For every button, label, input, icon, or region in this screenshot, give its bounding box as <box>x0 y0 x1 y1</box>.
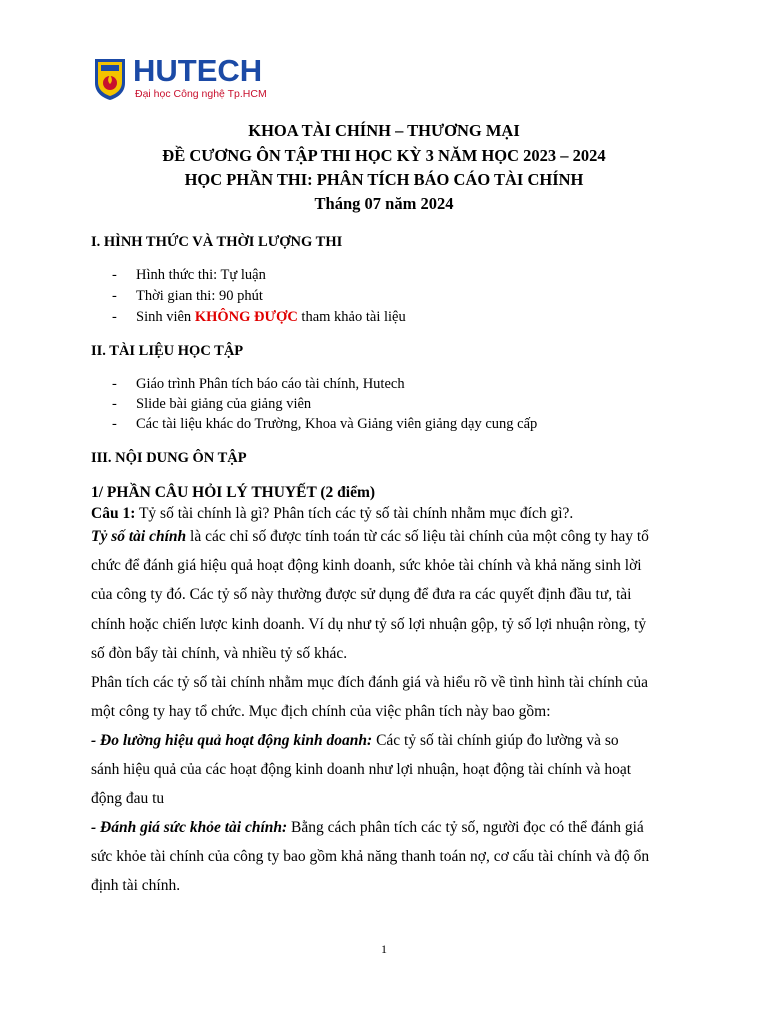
section-heading-materials: II. TÀI LIỆU HỌC TẬP <box>91 343 244 359</box>
paragraph-line: Tỷ số tài chính là các chỉ số được tính toán từ các số liệu tài chính của một công ty hay tổ <box>91 528 649 545</box>
paragraph-line: động đau tu <box>91 790 165 807</box>
paragraph-line: chức để đánh giá hiệu quả hoạt động kinh doanh, sức khỏe tài chính và khả năng sinh lời <box>91 557 642 574</box>
page-number: 1 <box>381 942 387 956</box>
list-item: - Các tài liệu khác do Trường, Khoa và Giảng viên giảng dạy cung cấp <box>112 416 538 432</box>
list-item: - Sinh viên KHÔNG ĐƯỢC tham khảo tài liệu <box>112 309 406 325</box>
paragraph-line: số đòn bẩy tài chính, và nhiều tỷ số khác. <box>91 645 348 662</box>
paragraph-line: của công ty đó. Các tỷ số này thường được sử dụng để đưa ra các quyết định đầu tư, tài <box>91 586 632 603</box>
paragraph-line: - Đánh giá sức khỏe tài chính: Bằng cách phân tích các tỷ số, người đọc có thể đánh giá <box>91 819 644 836</box>
question-1: Câu 1: Tỷ số tài chính là gì? Phân tích các tỷ số tài chính nhằm mục đích gì?. <box>91 505 574 522</box>
section-heading-review-content: III. NỘI DUNG ÔN TẬP <box>91 450 247 466</box>
logo-subtitle: Đại học Công nghệ Tp.HCM <box>135 88 267 100</box>
outline-title: ĐỀ CƯƠNG ÔN TẬP THI HỌC KỲ 3 NĂM HỌC 2023 – 2024 <box>162 146 606 165</box>
paragraph-line: Phân tích các tỷ số tài chính nhằm mục đích đánh giá và hiểu rõ về tình hình tài chính của <box>91 674 648 691</box>
paragraph-line: một công ty hay tổ chức. Mục địch chính của việc phân tích này bao gồm: <box>91 703 551 720</box>
list-item: - Slide bài giảng của giảng viên <box>112 396 312 412</box>
list-item: - Thời gian thi: 90 phút <box>112 288 263 304</box>
list-item: - Giáo trình Phân tích báo cáo tài chính, Hutech <box>112 376 405 392</box>
course-title: HỌC PHẦN THI: PHÂN TÍCH BÁO CÁO TÀI CHÍNH <box>184 170 584 189</box>
date-title: Tháng 07 năm 2024 <box>314 194 454 213</box>
paragraph-line: chính hoặc chiến lược kinh doanh. Ví dụ như tỷ số lợi nhuận gộp, tỷ số lợi nhuận ròng, tỷ <box>91 616 647 633</box>
warning-text: KHÔNG ĐƯỢC <box>194 309 298 325</box>
hutech-shield-icon <box>93 57 127 101</box>
paragraph-line: - Đo lường hiệu quả hoạt động kinh doanh: Các tỷ số tài chính giúp đo lường và so <box>91 732 619 749</box>
hutech-logo <box>93 55 283 105</box>
list-item: - Hình thức thi: Tự luận <box>112 267 266 283</box>
paragraph-line: sánh hiệu quả của các hoạt động kinh doanh như lợi nhuận, hoạt động tài chính và hoạt <box>91 761 632 778</box>
section-heading-exam-format: I. HÌNH THỨC VÀ THỜI LƯỢNG THI <box>91 234 343 250</box>
part1-heading: 1/ PHẦN CÂU HỎI LÝ THUYẾT (2 điểm) <box>91 484 376 501</box>
logo-wordmark: HUTECH <box>133 53 263 88</box>
paragraph-line: sức khỏe tài chính của công ty bao gồm khả năng thanh toán nợ, cơ cấu tài chính và độ ổn <box>91 848 650 865</box>
faculty-title: KHOA TÀI CHÍNH – THƯƠNG MẠI <box>248 121 520 140</box>
paragraph-line: định tài chính. <box>91 877 181 894</box>
